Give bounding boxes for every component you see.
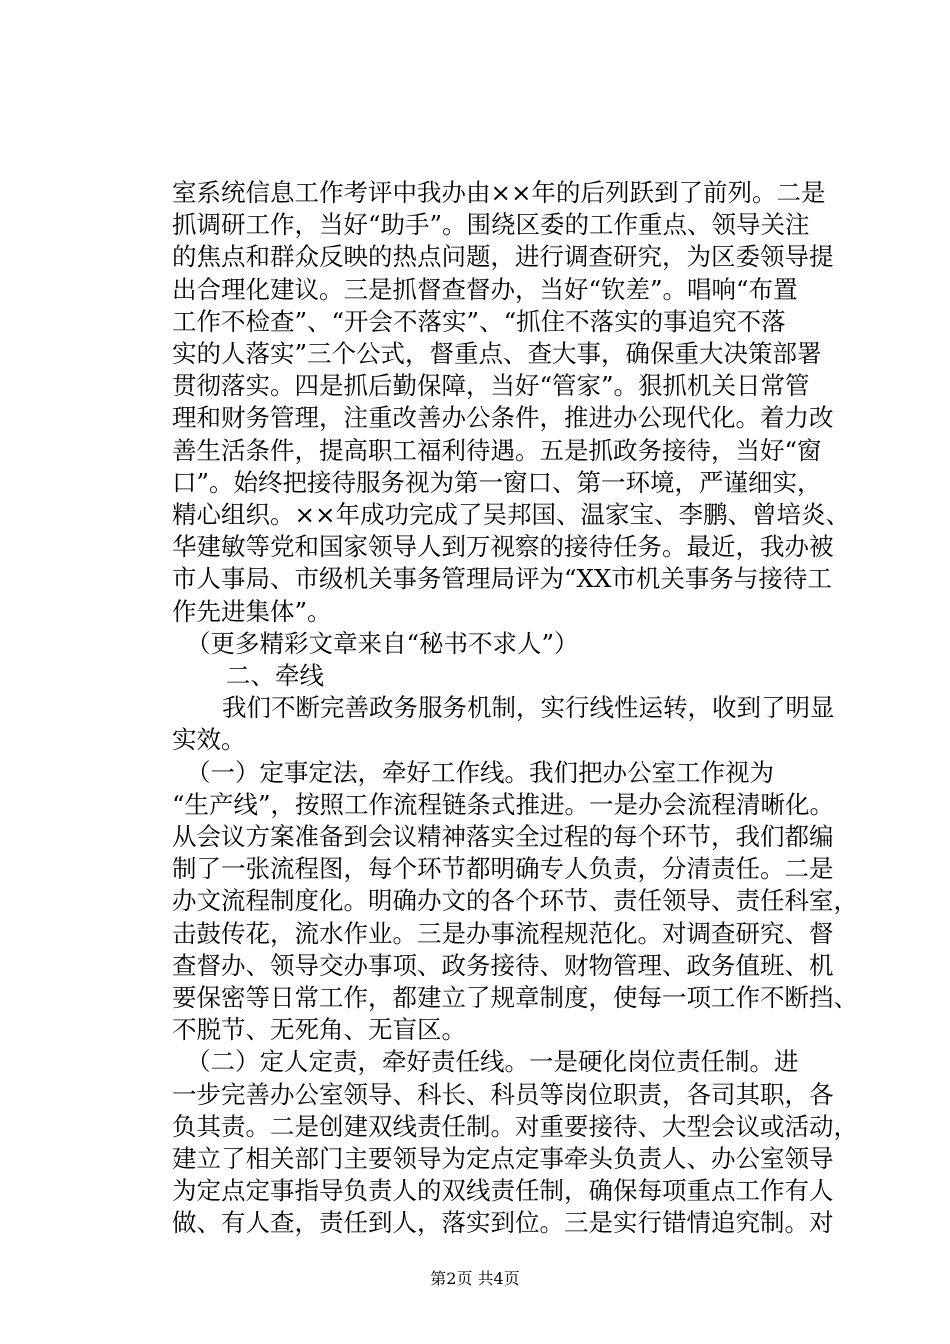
body-text-line: 作先进集体”。 — [172, 597, 332, 626]
body-text-line: 做、有人查，责任到人，落实到位。三是实行错情追究制。对 — [172, 1208, 834, 1237]
body-text-line: 工作不检查”、“开会不落实”、“抓住不落实的事追究不落 — [172, 307, 786, 336]
body-text-line: （一）定事定法，牵好工作线。我们把办公室工作视为 — [186, 758, 774, 787]
body-text-line: 不脱节、无死角、无盲区。 — [172, 1015, 466, 1044]
body-text-line: 制了一张流程图，每个环节都明确专人负责，分清责任。二是 — [172, 854, 834, 883]
body-text-line: 要保密等日常工作，都建立了规章制度，使每一项工作不断挡、 — [172, 983, 858, 1012]
body-text-line: 市人事局、市级机关事务管理局评为“XX市机关事务与接待工 — [172, 564, 832, 593]
body-text-line: 抓调研工作，当好“助手”。围绕区委的工作重点、领导关注 — [172, 210, 810, 239]
body-text-line: 口”。始终把接待服务视为第一窗口、第一环境，严谨细实， — [172, 468, 822, 497]
body-text-line: 建立了相关部门主要领导为定点定事牵头负责人、办公室领导 — [172, 1144, 834, 1173]
body-text-line: 贯彻落实。四是抓后勤保障，当好“管家”。狠抓机关日常管 — [172, 371, 810, 400]
body-text-line: 我们不断完善政务服务机制，实行线性运转，收到了明显 — [222, 693, 835, 722]
body-text-line: 华建敏等党和国家领导人到万视察的接待任务。最近，我办被 — [172, 532, 834, 561]
body-text-line: （更多精彩文章来自“秘书不求人”） — [186, 629, 579, 658]
body-text-line: 查督办、领导交办事项、政务接待、财物管理、政务值班、机 — [172, 951, 834, 980]
page-footer: 第2页 共4页 — [430, 1269, 520, 1288]
body-text-line: 为定点定事指导负责人的双线责任制，确保每项重点工作有人 — [172, 1176, 834, 1205]
body-text-line: 实效。 — [172, 725, 246, 754]
body-text-line: 室系统信息工作考评中我办由××年的后列跃到了前列。二是 — [172, 178, 826, 207]
body-text-line: 办文流程制度化。明确办文的各个环节、责任领导、责任科室， — [172, 886, 858, 915]
body-text-line: 实的人落实”三个公式，督重点、查大事，确保重大决策部署 — [172, 339, 822, 368]
body-text-line: 负其责。二是创建双线责任制。对重要接待、大型会议或活动， — [172, 1112, 858, 1141]
body-text-line: 精心组织。××年成功完成了吴邦国、温家宝、李鹏、曾培炎、 — [172, 500, 851, 529]
body-text-line: 理和财务管理，注重改善办公条件，推进办公现代化。着力改 — [172, 403, 834, 432]
body-text-line: 从会议方案准备到会议精神落实全过程的每个环节，我们都编 — [172, 822, 834, 851]
section-heading: 二、牵线 — [226, 661, 324, 690]
body-text-line: 击鼓传花，流水作业。三是办事流程规范化。对调查研究、督 — [172, 919, 834, 948]
body-text-line: 的焦点和群众反映的热点问题，进行调查研究，为区委领导提 — [172, 242, 834, 271]
body-text-line: 善生活条件，提高职工福利待遇。五是抓政务接待，当好“窗 — [172, 436, 822, 465]
body-text-line: 一步完善办公室领导、科长、科员等岗位职责，各司其职，各 — [172, 1080, 834, 1109]
body-text-line: 出合理化建议。三是抓督查督办，当好“钦差”。唱响“布置 — [172, 275, 798, 304]
body-text-line: “生产线”，按照工作流程链条式推进。一是办会流程清晰化。 — [172, 790, 835, 819]
body-text-line: （二）定人定责，牵好责任线。一是硬化岗位责任制。进 — [186, 1047, 799, 1076]
